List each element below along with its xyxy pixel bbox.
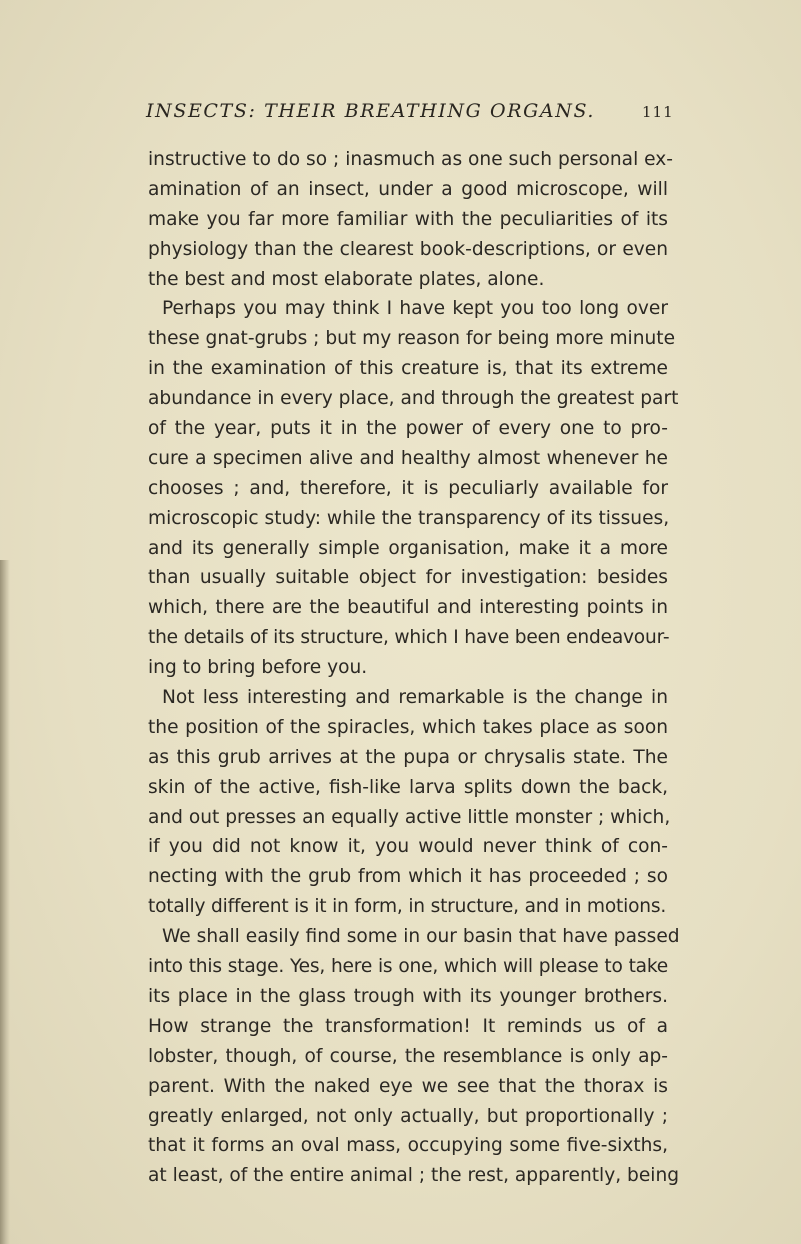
paragraph-first-line: Not less interesting and remarkable is the change in bbox=[162, 687, 668, 709]
text-line: and its generally simple organisation, make it a more bbox=[148, 537, 668, 559]
text-line: instructive to do so ; inasmuch as one such personal ex- bbox=[148, 149, 673, 170]
text-line: How strange the transformation! It reminds us of a bbox=[148, 1015, 668, 1037]
text-line: if you did not know it, you would never think of con- bbox=[148, 836, 668, 858]
text-line: lobster, though, of course, the resemblance is only ap- bbox=[148, 1045, 668, 1067]
text-line: the best and most elaborate plates, alone. bbox=[148, 268, 545, 290]
text-line: physiology than the clearest book-descriptions, or even bbox=[148, 238, 668, 260]
text-line: its place in the glass trough with its younger brothers. bbox=[148, 985, 668, 1007]
text-line: chooses ; and, therefore, it is peculiarly available for bbox=[148, 477, 668, 499]
binding-shadow bbox=[0, 560, 10, 1244]
page-number: 111 bbox=[642, 103, 674, 121]
text-line: in the examination of this creature is, that its extreme bbox=[148, 358, 668, 380]
text-line: than usually suitable object for investigation: besides bbox=[148, 567, 668, 589]
text-line: into this stage. Yes, here is one, which will please to take bbox=[148, 956, 668, 978]
text-line: cure a specimen alive and healthy almost whenever he bbox=[148, 447, 668, 469]
text-line: parent. With the naked eye we see that the thorax is bbox=[148, 1075, 668, 1097]
text-line: totally different is it in form, in structure, and in motions. bbox=[148, 896, 667, 918]
text-line: ing to bring before you. bbox=[148, 657, 368, 679]
running-title: INSECTS: THEIR BREATHING ORGANS. bbox=[146, 100, 596, 122]
text-line: which, there are the beautiful and interesting points in bbox=[148, 597, 668, 619]
text-line: at least, of the entire animal ; the rest, apparently, being bbox=[148, 1165, 680, 1187]
paragraph-first-line: Perhaps you may think I have kept you too long over bbox=[162, 298, 668, 320]
text-line: necting with the grub from which it has proceeded ; so bbox=[148, 866, 668, 888]
text-line: skin of the active, fish-like larva splits down the back, bbox=[148, 776, 668, 798]
text-line: microscopic study: while the transparency of its tissues, bbox=[148, 507, 670, 529]
text-line: abundance in every place, and through the greatest part bbox=[148, 388, 679, 410]
text-line: the position of the spiracles, which takes place as soon bbox=[148, 716, 668, 738]
text-line: of the year, puts it in the power of every one to pro- bbox=[148, 418, 668, 440]
text-line: and out presses an equally active little monster ; which, bbox=[148, 806, 671, 828]
text-line: that it forms an oval mass, occupying some five-sixths, bbox=[148, 1135, 668, 1157]
text-line: the details of its structure, which I have been endeavour- bbox=[148, 627, 670, 649]
paragraph-first-line: We shall easily find some in our basin that have passed bbox=[162, 926, 680, 948]
text-line: make you far more familiar with the peculiarities of its bbox=[148, 208, 668, 230]
text-line: as this grub arrives at the pupa or chrysalis state. The bbox=[148, 746, 668, 768]
text-line: these gnat-grubs ; but my reason for being more minute bbox=[148, 328, 676, 350]
text-line: greatly enlarged, not only actually, but proportionally ; bbox=[148, 1105, 668, 1127]
body-text bbox=[148, 145, 680, 1191]
text-line: amination of an insect, under a good microscope, will bbox=[148, 178, 668, 200]
